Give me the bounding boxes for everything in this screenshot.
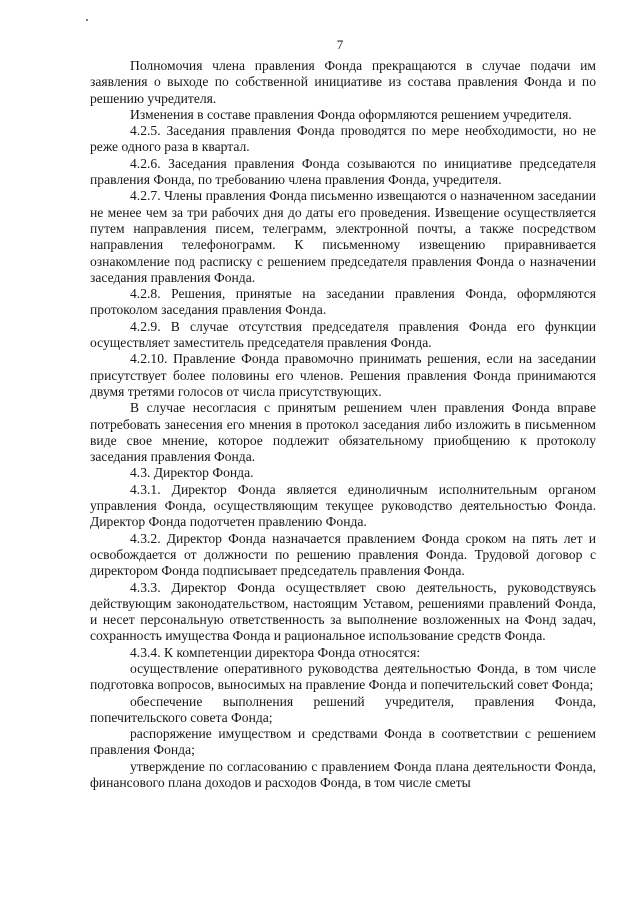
paragraph: 4.2.8. Решения, принятые на заседании правления Фонда, оформляются протоколом заседания правления Фонда. [90, 286, 596, 318]
paragraph: 4.3.3. Директор Фонда осуществляет свою деятельность, руководствуясь действующим законодательством, настоящим Уставом, решениями правлений Фонда, и несет персональную ответственность за выполнение возложенных на Фонд задач, сохранность имущества Фонда и рациональное использование средств Фонда. [90, 579, 596, 644]
paragraph: 4.3.2. Директор Фонда назначается правлением Фонда сроком на пять лет и освобождается от должности по решению правления Фонда. Трудовой договор с директором Фонда подписывает председатель правления Фонда. [90, 530, 596, 579]
document-body [90, 58, 596, 791]
paragraph: В случае несогласия с принятым решением член правления Фонда вправе потребовать занесения его мнения в протокол заседания либо изложить в письменном виде свое мнение, которое подлежит обязательному приобщению к протоколу заседания правления Фонда. [90, 400, 596, 465]
list-item: обеспечение выполнения решений учредителя, правления Фонда, попечительского совета Фонда; [90, 693, 596, 725]
paragraph: Полномочия члена правления Фонда прекращаются в случае подачи им заявления о выходе по собственной инициативе из состава правления Фонда и по решению учредителя. [90, 58, 596, 106]
list-item: осуществление оперативного руководства деятельностью Фонда, в том числе подготовка вопросов, выносимых на правление Фонда и попечительский совет Фонда; [90, 660, 596, 693]
list-item: утверждение по согласованию с правлением Фонда плана деятельности Фонда, финансового плана доходов и расходов Фонда, в том числе сметы [90, 758, 596, 791]
scan-speck [86, 19, 88, 21]
paragraph: 4.2.7. Члены правления Фонда письменно извещаются о назначенном заседании не менее чем за три рабочих дня до даты его проведения. Извещение осуществляется путем направления писем, телеграмм, электронной почты, а также посредством направления телефонограмм. К письменному извещению приравнивается ознакомление под расписку с решением председателя правления Фонда о назначении заседания правления Фонда. [90, 188, 596, 285]
page-number: 7 [336, 37, 344, 52]
paragraph: 4.2.6. Заседания правления Фонда созываются по инициативе председателя правления Фонда, по требованию члена правления Фонда, учредителя. [90, 155, 596, 188]
paragraph: 4.3.1. Директор Фонда является единоличным исполнительным органом управления Фонда, осуществляющим текущее руководство деятельностью Фонда. Директор Фонда подотчетен правлению Фонда. [90, 481, 596, 530]
paragraph: 4.3.4. К компетенции директора Фонда относятся: [130, 644, 421, 660]
paragraph: 4.2.9. В случае отсутствия председателя правления Фонда его функции осуществляет заместитель председателя правления Фонда. [90, 318, 596, 351]
section-heading: 4.3. Директор Фонда. [130, 465, 254, 481]
paragraph: 4.2.10. Правление Фонда правомочно принимать решения, если на заседании присутствует более половины его членов. Решения правления Фонда принимаются двумя третями голосов от числа присутствующих. [90, 351, 596, 399]
paragraph: 4.2.5. Заседания правления Фонда проводятся по мере необходимости, но не реже одного раза в квартал. [90, 123, 596, 155]
list-item: распоряжение имуществом и средствами Фонда в соответствии с решением правления Фонда; [90, 726, 596, 758]
paragraph: Изменения в составе правления Фонда оформляются решением учредителя. [130, 106, 572, 122]
